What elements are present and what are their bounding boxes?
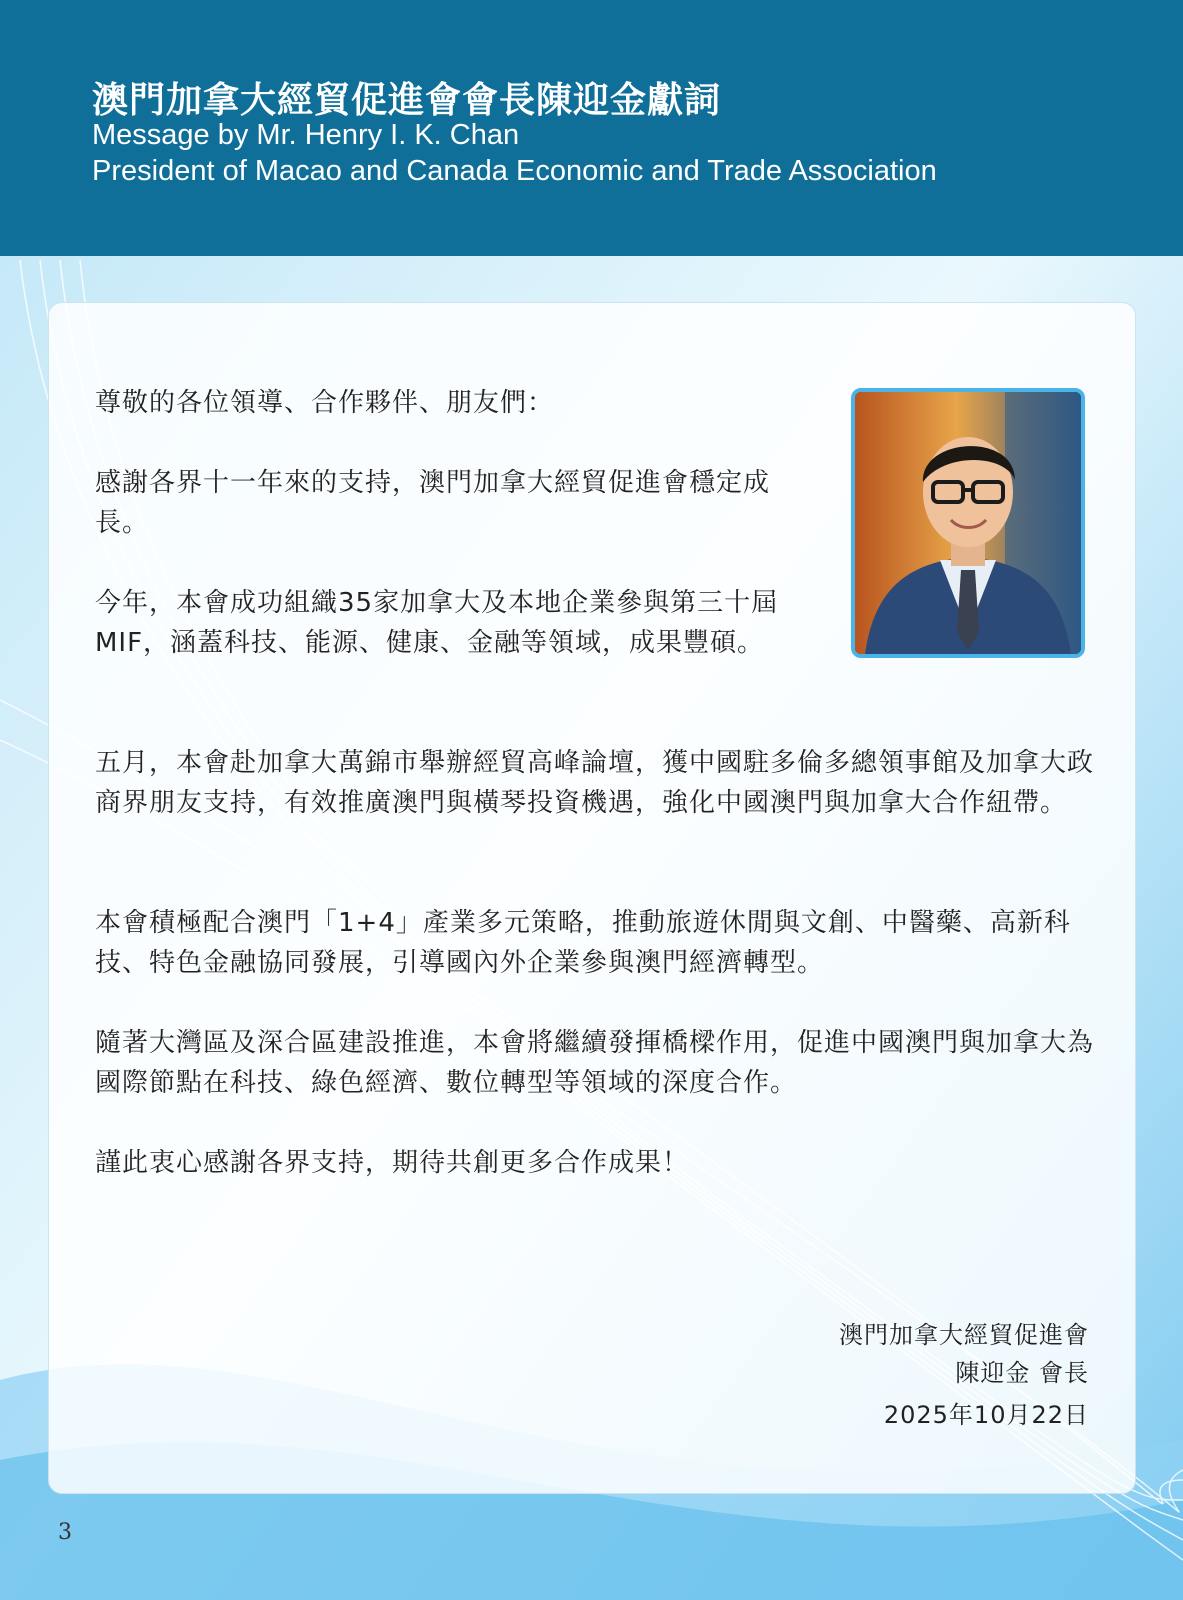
header-subtitle-message: Message by Mr. Henry I. K. Chan [92,119,520,151]
salutation: 尊敬的各位領導、合作夥伴、朋友們： [95,388,555,418]
paragraph-1: 感謝各界十一年來的支持，澳門加拿大經貿促進會穩定成長。 [95,468,771,538]
portrait-photo [851,388,1085,658]
letter-card [48,302,1136,1494]
paragraph-4: 本會積極配合澳門「1+4」產業多元策略，推動旅遊休閒與文創、中醫藥、高新科技、特色金融協同發展，引導國內外企業參與澳門經濟轉型。 [95,908,1071,978]
page-number: 3 [58,1520,72,1545]
signature-organization: 澳門加拿大經貿促進會 [839,1321,1089,1349]
paragraph-6-closing: 謹此衷心感謝各界支持，期待共創更多合作成果！ [95,1148,690,1178]
signature-date: 2025年10月22日 [883,1401,1089,1429]
paragraph-2: 今年，本會成功組織35家加拿大及本地企業參與第三十屆MIF，涵蓋科技、能源、健康、金融等領域，成果豐碩。 [95,588,779,658]
signature-name-title: 陳迎金 會長 [955,1359,1089,1387]
header-title-chinese: 澳門加拿大經貿促進會會長陳迎金獻詞 [92,80,722,121]
paragraph-5: 隨著大灣區及深合區建設推進，本會將繼續發揮橋樑作用，促進中國澳門與加拿大為國際節點在科技、綠色經濟、數位轉型等領域的深度合作。 [95,1028,1095,1098]
paragraph-3: 五月，本會赴加拿大萬錦市舉辦經貿高峰論壇，獲中國駐多倫多總領事館及加拿大政商界朋友支持，有效推廣澳門與橫琴投資機遇，強化中國澳門與加拿大合作紐帶。 [95,748,1095,818]
header-subtitle-president: President of Macao and Canada Economic and Trade Association [92,155,937,187]
header-banner [0,0,1183,256]
